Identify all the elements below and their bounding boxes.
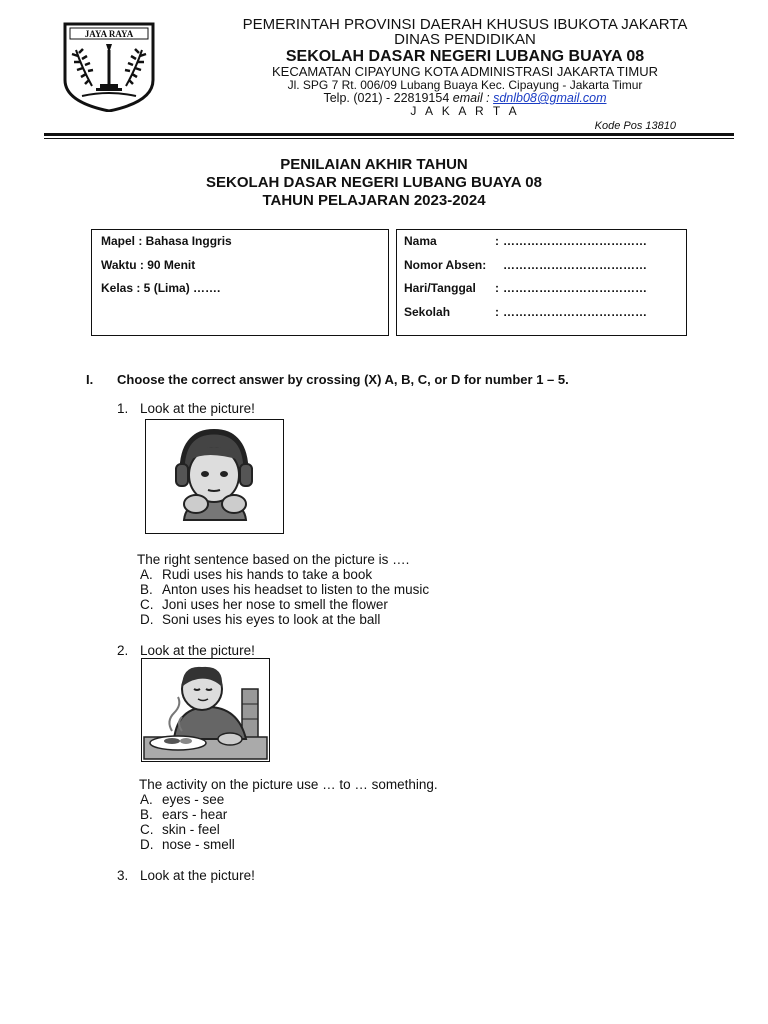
- question-1-option-b-letter[interactable]: B.: [140, 582, 153, 597]
- question-2-option-a-letter[interactable]: A.: [140, 792, 153, 807]
- question-1-option-d-letter[interactable]: D.: [140, 612, 154, 627]
- school-label: Sekolah: [404, 305, 451, 319]
- exam-year: TAHUN PELAJARAN 2023-2024: [262, 192, 486, 209]
- header-contact: [195, 92, 735, 105]
- question-1-option-c-letter[interactable]: C.: [140, 597, 154, 612]
- date-blank[interactable]: ………………………………: [503, 281, 647, 295]
- question-1-stem: The right sentence based on the picture is ….: [137, 552, 410, 567]
- header-email-link[interactable]: sdnlb08@gmail.com: [493, 91, 607, 105]
- header-email-label: email :: [452, 91, 490, 105]
- question-1-option-a[interactable]: Rudi uses his hands to take a book: [162, 567, 373, 582]
- exam-school: SEKOLAH DASAR NEGERI LUBANG BUAYA 08: [206, 174, 542, 191]
- question-1-option-d[interactable]: Soni uses his eyes to look at the ball: [162, 612, 381, 627]
- jakarta-crest-logo: [62, 20, 156, 112]
- name-colon: :: [495, 234, 499, 248]
- question-3-number: 3.: [117, 868, 129, 883]
- section-number: I.: [86, 372, 94, 387]
- section-instruction: Choose the correct answer by crossing (X) A, B, C, or D for number 1 – 5.: [117, 372, 569, 387]
- question-2-number: 2.: [117, 643, 129, 658]
- name-label: Nama: [404, 234, 437, 248]
- absence-number-label: Nomor Absen:: [404, 258, 487, 272]
- question-1-prompt: Look at the picture!: [140, 401, 255, 416]
- time-field: Waktu : 90 Menit: [101, 258, 196, 272]
- header-government: PEMERINTAH PROVINSI DAERAH KHUSUS IBUKOTA JAKARTA: [242, 16, 688, 33]
- header-divider-thick: [44, 133, 734, 136]
- date-label: Hari/Tanggal: [404, 281, 476, 295]
- question-2-prompt: Look at the picture!: [140, 643, 255, 658]
- header-city: J A K A R T A: [410, 104, 520, 118]
- header-postcode: Kode Pos 13810: [594, 120, 676, 132]
- question-2-option-a[interactable]: eyes - see: [162, 792, 225, 807]
- subject-info-box: [91, 229, 389, 336]
- question-2-option-c[interactable]: skin - feel: [162, 822, 220, 837]
- header-phone: Telp. (021) - 22819154: [323, 91, 450, 105]
- school-blank[interactable]: ………………………………: [503, 305, 647, 319]
- question-2-option-c-letter[interactable]: C.: [140, 822, 154, 837]
- date-colon: :: [495, 281, 499, 295]
- boy-smelling-food-image: [141, 658, 270, 762]
- logo-text: JAYA RAYA: [84, 29, 134, 39]
- school-colon: :: [495, 305, 499, 319]
- question-1-option-c[interactable]: Joni uses her nose to smell the flower: [162, 597, 388, 612]
- subject-field: Mapel : Bahasa Inggris: [101, 234, 232, 248]
- question-2-stem: The activity on the picture use … to … something.: [139, 777, 438, 792]
- question-2-option-b-letter[interactable]: B.: [140, 807, 153, 822]
- question-1-option-a-letter[interactable]: A.: [140, 567, 153, 582]
- question-3-prompt: Look at the picture!: [140, 868, 255, 883]
- question-1-number: 1.: [117, 401, 129, 416]
- header-address: Jl. SPG 7 Rt. 006/09 Lubang Buaya Kec. Cipayung - Jakarta Timur: [287, 78, 643, 92]
- class-field: Kelas : 5 (Lima) …….: [101, 281, 221, 295]
- absence-number-blank[interactable]: ………………………………: [503, 258, 647, 272]
- question-2-option-d-letter[interactable]: D.: [140, 837, 154, 852]
- question-1-option-b[interactable]: Anton uses his headset to listen to the music: [162, 582, 430, 597]
- question-2-option-b[interactable]: ears - hear: [162, 807, 228, 822]
- name-blank[interactable]: ………………………………: [503, 234, 647, 248]
- exam-title: PENILAIAN AKHIR TAHUN: [280, 156, 468, 173]
- header-divider-thin: [44, 138, 734, 139]
- question-2-option-d[interactable]: nose - smell: [162, 837, 235, 852]
- header-district: KECAMATAN CIPAYUNG KOTA ADMINISTRASI JAKARTA TIMUR: [272, 64, 658, 79]
- header-department: DINAS PENDIDIKAN: [394, 31, 536, 48]
- header-school-name: SEKOLAH DASAR NEGERI LUBANG BUAYA 08: [285, 48, 645, 65]
- student-info-box: [396, 229, 687, 336]
- boy-with-headphones-image: [145, 419, 284, 534]
